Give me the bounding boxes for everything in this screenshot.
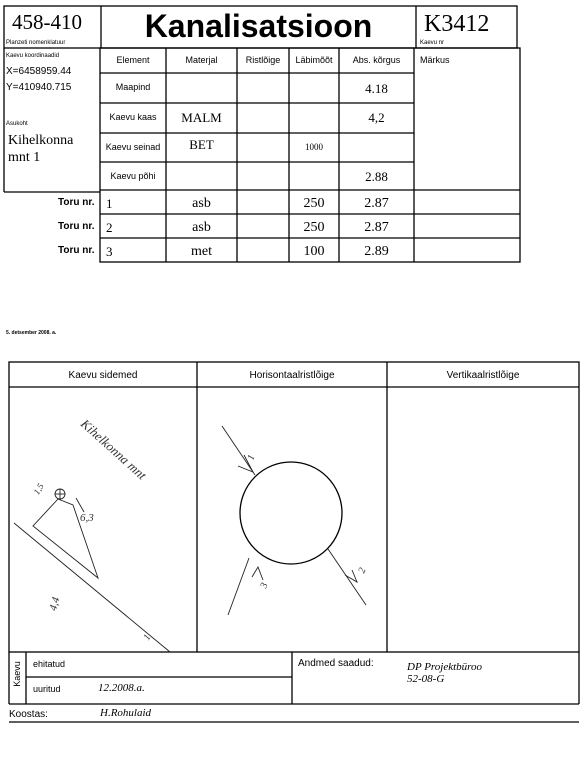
- panel-vertical-title: Vertikaalristlõige: [446, 370, 520, 381]
- row-bottom-height: 2.88: [365, 169, 388, 184]
- pipe-1-nr: 1: [106, 196, 113, 211]
- nomenclature-label: Planzeti nomenklatuur: [6, 40, 66, 46]
- sketch-dim-15: 1,5: [31, 481, 46, 497]
- row-walls-label: Kaevu seinad: [105, 142, 161, 152]
- date-note: 5. detsember 2008. a.: [6, 330, 57, 336]
- pipe-3-material: met: [191, 244, 212, 259]
- pipe-2-diameter: 250: [303, 220, 325, 235]
- page-title: Kanalisatsioon: [144, 8, 373, 44]
- pipe-1-height: 2.87: [364, 196, 389, 211]
- pipe-2-height: 2.87: [364, 220, 389, 235]
- drawing-frame: [9, 362, 579, 652]
- row-walls-material: BET: [189, 137, 214, 152]
- sketch-street-label: Kihelkonna mnt: [77, 416, 150, 483]
- compiled-label: Koostas:: [9, 709, 48, 720]
- coord-x: X=6458959.44: [6, 66, 72, 77]
- pipe-2-label: Toru nr.: [58, 221, 95, 232]
- coord-y: Y=410940.715: [6, 82, 72, 93]
- col-material: Materjal: [185, 55, 218, 65]
- col-cross-section: Ristlõige: [245, 55, 281, 65]
- arrow-2-label: 2: [356, 566, 369, 575]
- pipe-3-nr: 3: [106, 244, 113, 259]
- row-ground-label: Maapind: [115, 82, 151, 92]
- col-abs-height: Abs. kõrgus: [352, 55, 401, 65]
- col-diameter: Läbimõõt: [295, 55, 333, 65]
- arrow-3-label: 3: [258, 581, 271, 590]
- location-line-2: mnt 1: [8, 150, 41, 165]
- well-id: K3412: [424, 11, 490, 37]
- row-cover-material: MALM: [181, 110, 222, 125]
- sketch-dim-63: 6,3: [80, 512, 94, 524]
- row-walls-diameter: 1000: [305, 142, 323, 152]
- compiled-value: H.Rohulaid: [100, 707, 152, 719]
- col-element: Element: [116, 55, 150, 65]
- pipe-3-arrow-icon: [228, 558, 249, 615]
- row-ground-height: 4.18: [365, 81, 388, 96]
- data-source-label: Andmed saadud:: [298, 658, 374, 669]
- row-cover-height: 4,2: [368, 110, 385, 125]
- data-source-code: 52-08-G: [407, 673, 445, 685]
- footer-side-label: Kaevu: [12, 661, 22, 687]
- panel-horizontal-title: Horisontaalristlõige: [249, 370, 335, 381]
- sketch-dim-1: 1: [141, 632, 154, 643]
- sketch-dim-44: 4,4: [47, 595, 63, 613]
- well-id-label: Kaevu nr: [420, 40, 445, 46]
- arrow-1-label: 1: [245, 453, 258, 462]
- row-cover-label: Kaevu kaas: [109, 112, 157, 122]
- surveyed-label: uuritud: [33, 684, 61, 694]
- col-remarks: Märkus: [420, 55, 450, 65]
- pipe-1-arrow-icon: [222, 426, 258, 475]
- data-source-value: DP Projektbüroo: [407, 661, 483, 673]
- pipe-1-diameter: 250: [303, 196, 325, 211]
- surveyed-value: 12.2008.a.: [98, 682, 145, 694]
- location-label: Asukoht: [6, 121, 28, 127]
- panel-connections-title: Kaevu sidemed: [68, 370, 138, 381]
- built-label: ehitatud: [33, 659, 66, 669]
- pipe-3-diameter: 100: [303, 244, 325, 259]
- row-bottom-label: Kaevu põhi: [110, 171, 156, 181]
- location-line-1: Kihelkonna: [8, 133, 74, 148]
- pipe-3-height: 2.89: [364, 244, 389, 259]
- pipe-1-material: asb: [192, 196, 211, 211]
- pipe-3-label: Toru nr.: [58, 245, 95, 256]
- nomenclature-number: 458-410: [12, 10, 82, 34]
- pipe-1-label: Toru nr.: [58, 197, 95, 208]
- horizontal-section-sketch: [240, 462, 342, 564]
- well-circle-icon: [240, 462, 342, 564]
- pipe-2-arrow-icon: [328, 549, 369, 605]
- coords-label: Kaevu koordinaadid: [6, 53, 60, 59]
- pipe-2-nr: 2: [106, 220, 113, 235]
- pipe-2-material: asb: [192, 220, 211, 235]
